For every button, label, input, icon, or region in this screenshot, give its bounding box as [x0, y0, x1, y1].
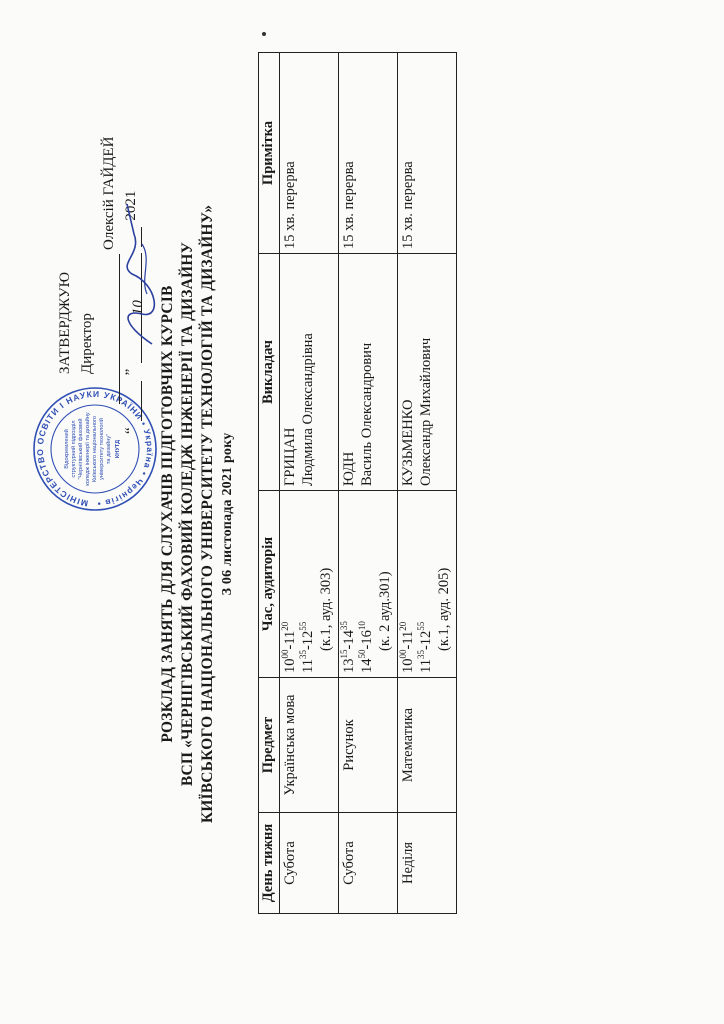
- title-line-2: ВСП «ЧЕРНІГІВСЬКИЙ ФАХОВИЙ КОЛЕДЖ ІНЖЕНЕРІЇ ТА ДИЗАЙНУ: [179, 241, 196, 787]
- svg-text:коледж інженерії та дизайну: коледж інженерії та дизайну: [85, 412, 91, 486]
- director-signature: [112, 194, 162, 354]
- approval-date-month: 10: [127, 253, 142, 363]
- schedule-title: [158, 124, 238, 904]
- title-line-1: РОЗКЛАД ЗАНЯТЬ ДЛЯ СЛУХАЧІВ ПІДГОТОВЧИХ КУРСІВ: [159, 285, 176, 743]
- scan-speck: [262, 32, 266, 36]
- time-slot-2: $11^{35}-12^{55}$: [298, 621, 316, 673]
- cell-time: [280, 491, 339, 678]
- cell-room: (к.1, ауд. 303): [318, 567, 334, 651]
- approval-title: ЗАТВЕРДЖУЮ: [57, 271, 73, 374]
- table-header-row: [259, 53, 280, 914]
- approval-block: [54, 104, 146, 434]
- approval-name: Олексій ГАЙДЕЙ: [101, 136, 117, 250]
- header-teacher: Викладач: [259, 254, 280, 491]
- approval-position: Директор: [79, 313, 95, 374]
- cell-note: 15 хв. перерва: [280, 53, 339, 254]
- cell-time: [398, 491, 457, 678]
- cell-subject: Математика: [398, 678, 457, 813]
- time-slot-1: $13^{15}-14^{35}$: [339, 621, 357, 673]
- teacher-surname: КУЗЬМЕНКО: [400, 399, 416, 486]
- cell-day: Субота: [280, 813, 339, 914]
- cell-subject: Рисунок: [339, 678, 398, 813]
- cell-note: 15 хв. перерва: [339, 53, 398, 254]
- approval-date-year: 2021: [123, 190, 139, 221]
- svg-text:“Чернігівський фаховий: “Чернігівський фаховий: [78, 418, 84, 480]
- cell-room: (к.1, ауд. 205): [436, 567, 452, 651]
- time-slot-1: $10^{00}-11^{20}$: [398, 621, 416, 673]
- cell-day: Субота: [339, 813, 398, 914]
- cell-room: (к. 2 ауд.301): [377, 571, 393, 651]
- approval-date-open-quote: “: [123, 427, 139, 434]
- title-line-3: КИЇВСЬКОГО НАЦІОНАЛЬНОГО УНІВЕРСИТЕТУ ТЕХНОЛОГІЙ ТА ДИЗАЙНУ»: [199, 204, 216, 824]
- title-date: З 06 листопада 2021 року: [220, 432, 235, 596]
- approval-date-line: “ ” 10 2021: [120, 104, 142, 434]
- header-day: День тижня: [259, 813, 280, 914]
- svg-text:КНУТД: КНУТД: [115, 439, 121, 459]
- teacher-surname: ЮДН: [341, 451, 357, 486]
- time-slot-1: $10^{00}-11^{20}$: [280, 621, 298, 673]
- svg-text:та дизайну”: та дизайну”: [106, 433, 112, 465]
- table-row: [339, 53, 398, 914]
- svg-text:МІНІСТЕРСТВО ОСВІТИ І НАУКИ УК: МІНІСТЕРСТВО ОСВІТИ І НАУКИ УКРАЇНИ • Україна • Чернігів •: [34, 388, 156, 509]
- teacher-name: Олександр Михайлович: [418, 337, 434, 486]
- svg-text:Відокремлений: Відокремлений: [64, 429, 70, 469]
- cell-time: [339, 491, 398, 678]
- schedule-table: [258, 52, 457, 914]
- cell-subject: Українська мова: [280, 678, 339, 813]
- cell-teacher: [398, 254, 457, 491]
- header-subject: Предмет: [259, 678, 280, 813]
- cell-day: Неділя: [398, 813, 457, 914]
- time-slot-2: $14^{50}-16^{10}$: [357, 621, 375, 673]
- table-row: [398, 53, 457, 914]
- table-row: [280, 53, 339, 914]
- svg-text:Київського національного: Київського національного: [92, 415, 98, 483]
- teacher-name: Людмила Олександрівна: [300, 333, 316, 486]
- svg-text:структурний підрозділ: структурний підрозділ: [71, 420, 77, 478]
- time-slot-2: $11^{35}-12^{55}$: [416, 621, 434, 673]
- teacher-surname: ГРИЦАН: [282, 427, 298, 486]
- teacher-name: Василь Олександрович: [359, 342, 375, 486]
- svg-text:університету технологій: університету технологій: [99, 418, 105, 480]
- header-time: Час, аудиторія: [259, 491, 280, 678]
- cell-note: 15 хв. перерва: [398, 53, 457, 254]
- cell-teacher: [339, 254, 398, 491]
- header-note: Примітка: [259, 53, 280, 254]
- cell-teacher: [280, 254, 339, 491]
